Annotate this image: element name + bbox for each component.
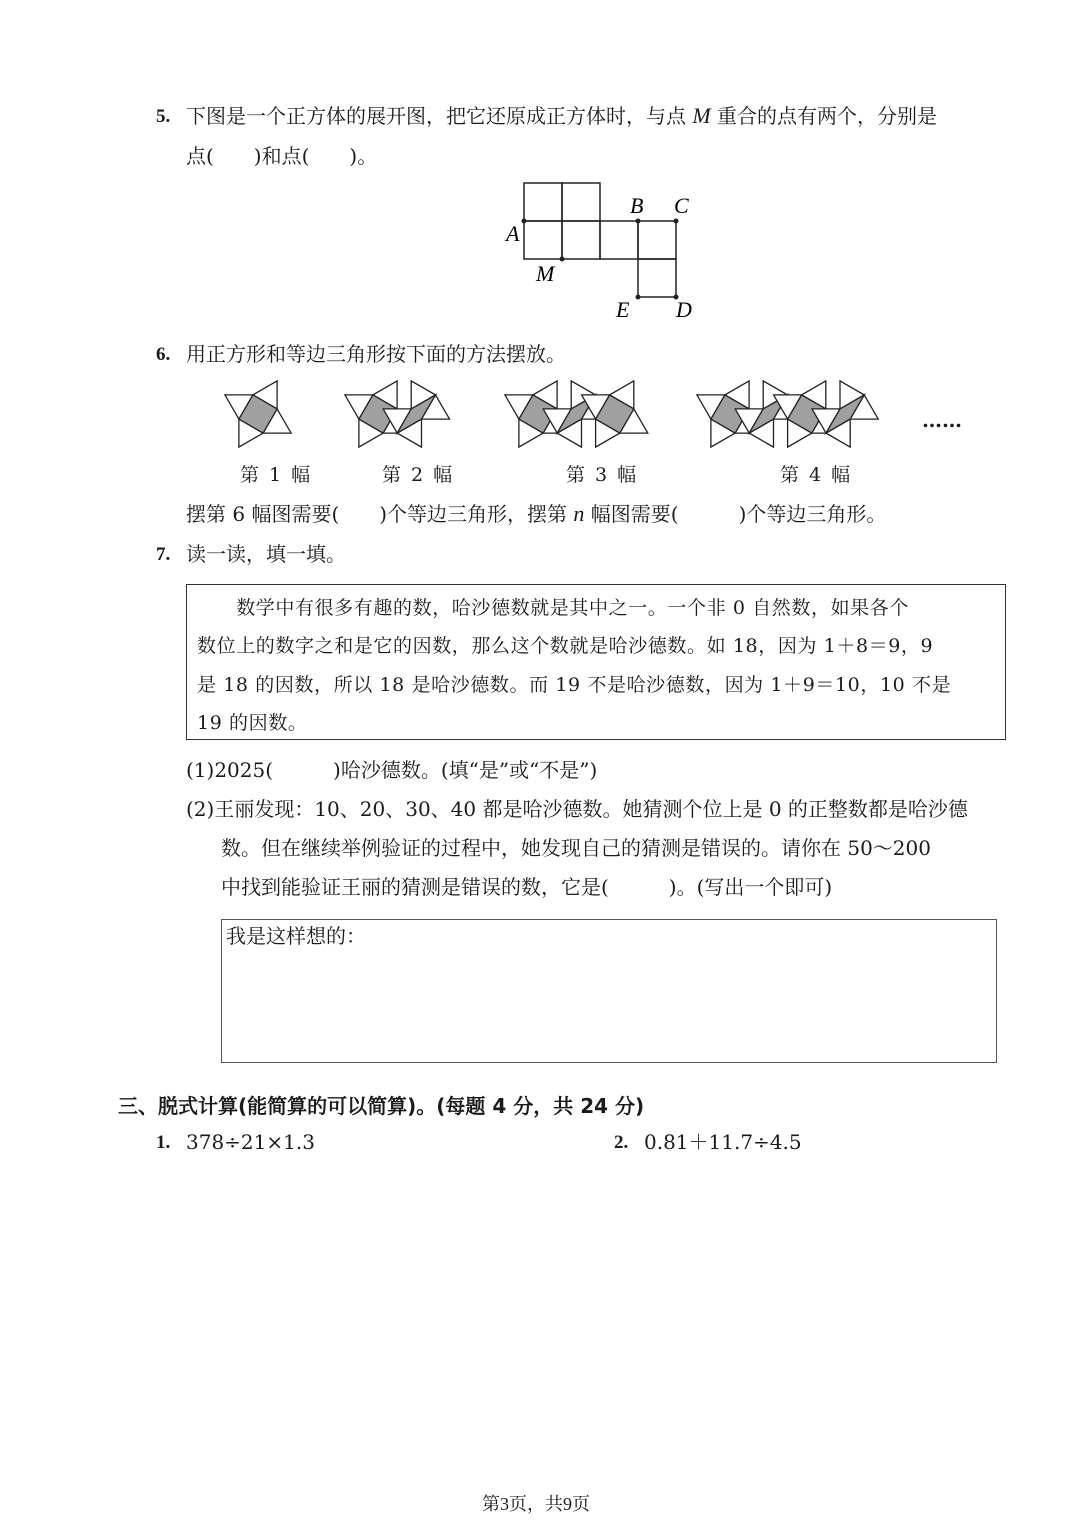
calc2-expression: 0.81＋11.7÷4.5 xyxy=(644,1130,802,1154)
caption-fig1: 第 1 幅 xyxy=(240,464,313,486)
square-triangle-pattern xyxy=(220,372,980,452)
q6-number: 6. xyxy=(156,344,171,365)
calc1-number: 1. xyxy=(156,1132,171,1153)
net-square xyxy=(638,221,676,259)
label-c: C xyxy=(674,193,689,218)
reasoning-answer-box[interactable] xyxy=(221,919,997,1063)
q7-sub2-line3: 中找到能验证王丽的猜测是错误的数，它是( )。(写出一个即可) xyxy=(221,875,833,899)
caption-fig2: 第 2 幅 xyxy=(382,464,455,486)
calc1-expression: 378÷21×1.3 xyxy=(186,1130,315,1154)
caption-fig4: 第 4 幅 xyxy=(780,464,853,486)
q7-number: 7. xyxy=(156,544,171,565)
caption-fig3: 第 3 幅 xyxy=(566,464,639,486)
label-m: M xyxy=(536,261,555,286)
net-square xyxy=(562,221,600,259)
net-square xyxy=(524,221,562,259)
label-b: B xyxy=(630,193,644,218)
reading-line-4: 19 的因数。 xyxy=(197,712,308,734)
q7-sub2-line2: 数。但在继续举例验证的过程中，她发现自己的猜测是错误的。请你在 50～200 xyxy=(221,836,931,860)
point-c xyxy=(674,219,679,224)
q5-text-line2: 点( )和点( )。 xyxy=(186,144,378,168)
point-m xyxy=(560,257,565,262)
q6-answer-line xyxy=(186,500,886,528)
q5-text-part1: 下图是一个正方体的展开图，把它还原成正方体时，与点 xyxy=(186,104,686,128)
q6-text: 用正方形和等边三角形按下面的方法摆放。 xyxy=(186,342,566,366)
label-e: E xyxy=(616,297,630,322)
point-e xyxy=(636,295,641,300)
q5-number: 5. xyxy=(156,106,171,127)
net-square xyxy=(638,259,676,297)
q6-answer-part2: 幅图需要( )个等边三角形。 xyxy=(590,502,887,526)
reading-line-3: 是 18 的因数，所以 18 是哈沙德数。而 19 不是哈沙德数，因为 1＋9＝10，10 不是 xyxy=(197,674,952,696)
net-square xyxy=(600,221,638,259)
calc2-number: 2. xyxy=(614,1132,629,1153)
q7-sub1: (1)2025( )哈沙德数。(填“是”或“不是”) xyxy=(186,758,598,782)
q7-text: 读一读，填一填。 xyxy=(186,542,346,566)
q6-var-n: n xyxy=(573,501,585,526)
reading-line-2: 数位上的数字之和是它的因数，那么这个数就是哈沙德数。如 18，因为 1＋8＝9，9 xyxy=(197,635,934,657)
q5-text-line1 xyxy=(186,102,937,130)
q5-text-part2: 重合的点有两个，分别是 xyxy=(717,104,938,128)
net-square xyxy=(524,183,562,221)
cube-net-diagram xyxy=(480,175,720,325)
q6-answer-part1: 摆第 6 幅图需要( )个等边三角形，摆第 xyxy=(186,502,568,526)
label-a: A xyxy=(506,221,520,246)
page-number: 第3页，共9页 xyxy=(482,1494,590,1514)
net-square xyxy=(562,183,600,221)
section3-title: 三、脱式计算(能简算的可以简算)。(每题 4 分，共 24 分) xyxy=(118,1094,645,1118)
answer-box-label: 我是这样想的： xyxy=(226,924,366,948)
pattern-ellipsis: …… xyxy=(922,408,962,432)
reading-line-1: 数学中有很多有趣的数，哈沙德数就是其中之一。一个非 0 自然数，如果各个 xyxy=(197,597,909,619)
q7-sub2-line1: (2)王丽发现：10、20、30、40 都是哈沙德数。她猜测个位上是 0 的正整数都是哈沙德 xyxy=(186,797,968,821)
q5-var-m: M xyxy=(692,103,711,128)
point-a xyxy=(522,219,527,224)
label-d: D xyxy=(676,297,692,322)
point-b xyxy=(636,219,641,224)
reading-box xyxy=(186,584,1006,740)
